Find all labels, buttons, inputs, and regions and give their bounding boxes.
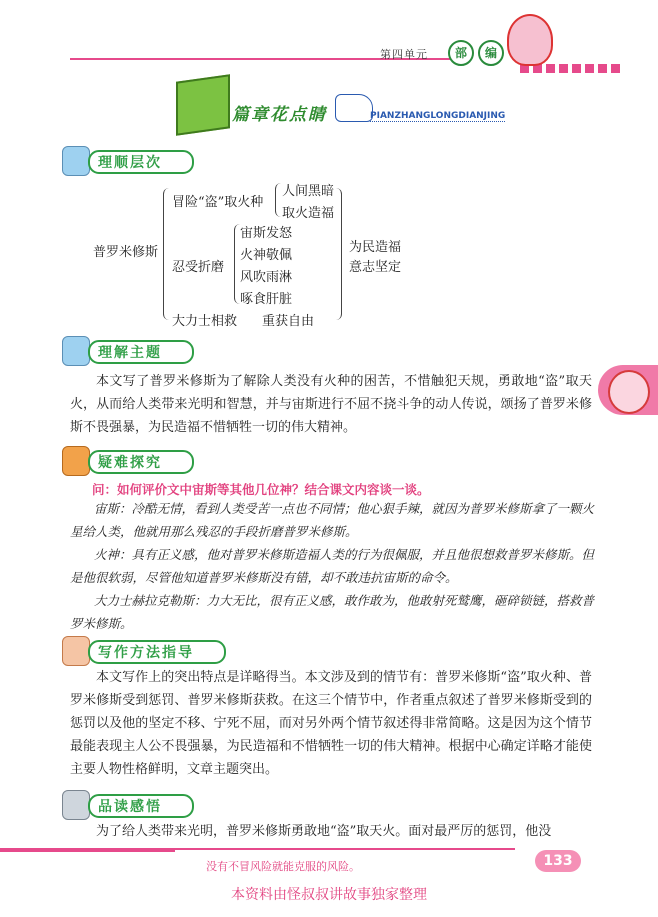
inquiry-question: 问：如何评价文中宙斯等其他几位神？结合课文内容谈一谈。 <box>92 482 430 497</box>
section-mascot-icon <box>62 336 90 366</box>
page-number: 133 <box>535 850 581 872</box>
inquiry-answer-hercules: 大力士赫拉克勒斯：力大无比，很有正义感，敢作敢为，他敢射死鹫鹰，砸碎锁链，搭救普罗米修斯。 <box>70 593 595 631</box>
outline-result-2: 意志坚定 <box>349 260 402 275</box>
inquiry-answer-zeus: 宙斯：冷酷无情，看到人类受苦一点也不同情；他心狠手辣，就因为普罗米修斯拿了一颗火星给人类，他就用那么残忍的手段折磨普罗米修斯。 <box>70 501 595 539</box>
source-note: 本资料由怪叔叔讲故事独家整理 <box>231 887 427 903</box>
outline-branch-2: 忍受折磨 <box>172 260 225 275</box>
banner-title: 篇章花点睛 <box>232 105 327 125</box>
section-mascot-icon <box>62 790 90 820</box>
section-title-structure: 理顺层次 <box>98 155 162 171</box>
outline-item-2d: 啄食肝脏 <box>240 292 293 307</box>
outline-brace-1 <box>275 183 281 217</box>
outline-result-1: 为民造福 <box>349 240 402 255</box>
pointing-hand-icon <box>335 94 373 122</box>
outline-root: 普罗米修斯 <box>93 245 159 260</box>
writing-paragraph: 本文写作上的突出特点是详略得当。本文涉及到的情节有：普罗米修斯“盗”取火种、普罗米修斯受到惩罚、普罗米修斯获救。在这三个情节中，作者重点叙述了普罗米修斯受到的惩罚以及他的坚定不移、宁死不屈，而对另外两个情节叙述得非常简略。这是因为这个情节最能表现主人公不畏强暴，为民造福和不惜牺牲一切的伟大精神。根据中心确定详略才能使主要人物性格鲜明，文章主题突出。 <box>70 670 592 777</box>
section-title-reading: 品读感悟 <box>98 799 162 815</box>
section-mascot-icon <box>62 636 90 666</box>
outline-item-1a: 人间黑暗 <box>282 184 335 199</box>
section-title-inquiry: 疑难探究 <box>98 455 162 471</box>
section-title-writing: 写作方法指导 <box>98 645 194 661</box>
footer-motto: 没有不冒风险就能克服的风险。 <box>206 860 360 873</box>
outline-branch-1: 冒险“盗”取火种 <box>172 195 264 210</box>
outline-item-2a: 宙斯发怒 <box>240 226 293 241</box>
cube-mascot-icon <box>176 74 230 136</box>
outline-brace-main <box>163 188 170 320</box>
section-title-theme: 理解主题 <box>98 345 162 361</box>
outline-item-1b: 取火造福 <box>282 206 335 221</box>
unit-label: 第四单元 <box>380 48 428 61</box>
outline-item-2b: 火神敬佩 <box>240 248 293 263</box>
footer-rule-thick <box>0 848 175 852</box>
edition-badge-1: 部 <box>448 40 474 66</box>
banner-pinyin: PIANZHANGLONGDIANJING <box>370 111 506 121</box>
notebook-icon <box>62 446 90 476</box>
outline-branch-3: 大力士相救 <box>172 314 238 329</box>
outline-item-2c: 风吹雨淋 <box>240 270 293 285</box>
reading-paragraph: 为了给人类带来光明，普罗米修斯勇敢地“盗”取天火。面对最严厉的惩罚，他没 <box>96 824 552 839</box>
edition-badge-2: 编 <box>478 40 504 66</box>
footer-rule <box>175 848 515 850</box>
inquiry-answer-firegod: 火神：具有正义感，他对普罗米修斯造福人类的行为很佩服，并且他很想救普罗米修斯。但是他很软弱，尽管他知道普罗米修斯没有错，却不敢违抗宙斯的命令。 <box>70 547 595 585</box>
mascot-girl-icon <box>507 14 553 66</box>
cat-face-icon <box>608 370 650 414</box>
outline-brace-right <box>335 188 342 320</box>
theme-paragraph: 本文写了普罗米修斯为了解除人类没有火种的困苦，不惜触犯天规，勇敢地“盗”取天火，从而给人类带来光明和智慧，并与宙斯进行不屈不挠斗争的动人传说，颂扬了普罗米修斯不畏强暴，为民造福不惜牺牲一切的伟大精神。 <box>70 374 592 435</box>
outline-item-3a: 重获自由 <box>262 314 315 329</box>
section-mascot-icon <box>62 146 90 176</box>
